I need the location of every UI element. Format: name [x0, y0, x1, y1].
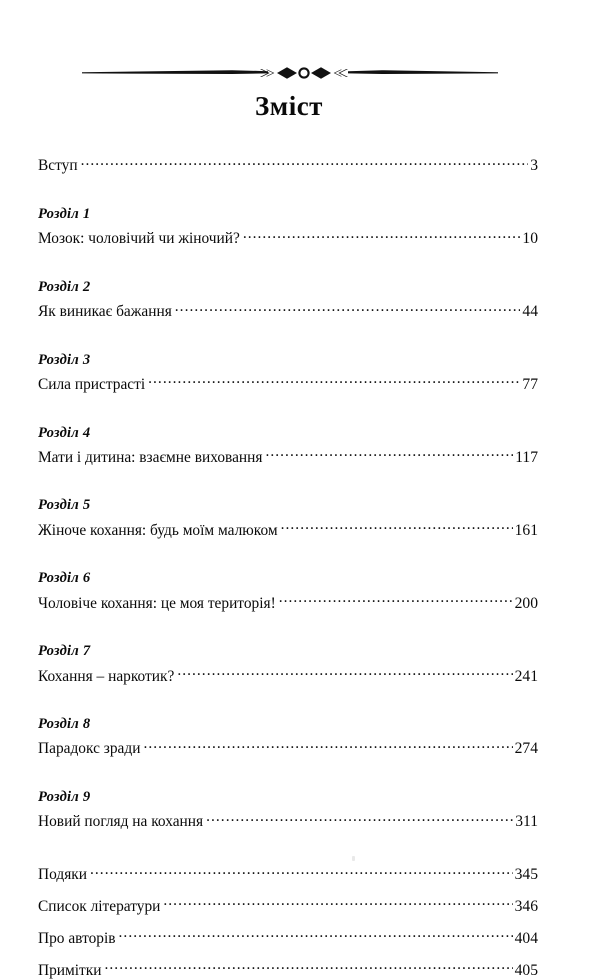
dot-leader [143, 738, 512, 753]
chapter-number-label: Розділ 3 [38, 351, 91, 368]
toc-entry-label: Про авторів [38, 929, 116, 947]
divider-ornament-icon [82, 62, 498, 84]
toc-entry-page: 274 [514, 740, 538, 758]
toc-entry-page: 10 [522, 230, 538, 248]
dot-leader [177, 665, 512, 680]
toc-entry-chapter-2[interactable] [38, 301, 538, 322]
dot-leader [81, 155, 529, 170]
dot-leader [148, 374, 520, 389]
chapter-number-label: Розділ 5 [38, 497, 91, 514]
toc-entry-notes[interactable] [38, 959, 538, 980]
chapter-number-label: Розділ 7 [38, 643, 91, 660]
scan-artifact [352, 856, 355, 861]
toc-list [38, 155, 538, 980]
dot-leader [279, 592, 513, 607]
toc-entry-label: Як виникає бажання [38, 303, 172, 321]
toc-entry-page: 404 [514, 929, 538, 947]
toc-entry-label: Примітки [38, 961, 102, 979]
chapter-number-label: Розділ 4 [38, 424, 91, 441]
chapter-number-label: Розділ 6 [38, 570, 91, 587]
toc-entry-acknowledgements[interactable] [38, 864, 538, 885]
toc-entry-label: Сила пристрасті [38, 376, 146, 394]
toc-entry-chapter-3[interactable] [38, 374, 538, 395]
page-title: Зміст [255, 91, 323, 121]
toc-entry-label: Новий погляд на кохання [38, 813, 204, 831]
dot-leader [243, 228, 521, 243]
toc-entry-chapter-4[interactable] [38, 447, 538, 468]
toc-entry-chapter-8[interactable] [38, 738, 538, 759]
dot-leader [175, 301, 521, 316]
toc-entry-label: Вступ [38, 157, 78, 175]
toc-chapter-block [38, 789, 538, 832]
toc-chapter-block [38, 643, 538, 686]
toc-chapter-block [38, 352, 538, 395]
toc-entry-page: 77 [522, 376, 538, 394]
toc-entry-page: 405 [514, 961, 538, 979]
toc-entry-label: Список літератури [38, 898, 161, 916]
toc-entry-page: 346 [514, 898, 538, 916]
toc-chapter-block [38, 206, 538, 249]
toc-entry-page: 345 [514, 866, 538, 884]
toc-entry-chapter-5[interactable] [38, 519, 538, 540]
toc-entry-chapter-6[interactable] [38, 592, 538, 613]
toc-chapter-block [38, 425, 538, 468]
chapter-number-label: Розділ 1 [38, 205, 91, 222]
toc-chapter-block [38, 279, 538, 322]
toc-entry-chapter-9[interactable] [38, 811, 538, 832]
dot-leader [119, 928, 513, 943]
toc-entry-page: 241 [514, 667, 538, 685]
toc-entry-label: Жіноче кохання: будь моїм малюком [38, 521, 278, 539]
chapter-number-label: Розділ 9 [38, 788, 91, 805]
toc-entry-label: Кохання – наркотик? [38, 667, 175, 685]
toc-entry-page: 44 [522, 303, 538, 321]
dot-leader [90, 864, 513, 879]
dot-leader [265, 447, 513, 462]
toc-chapter-block [38, 570, 538, 613]
toc-chapter-block [38, 716, 538, 759]
toc-entry-bibliography[interactable] [38, 896, 538, 917]
dot-leader [206, 811, 513, 826]
dot-leader [281, 519, 513, 534]
toc-chapter-block [38, 497, 538, 540]
toc-entry-chapter-1[interactable] [38, 228, 538, 249]
chapter-number-label: Розділ 2 [38, 278, 91, 295]
toc-entry-label: Мозок: чоловічий чи жіночий? [38, 230, 240, 248]
dot-leader [105, 959, 513, 974]
toc-entry-about-authors[interactable] [38, 928, 538, 949]
dot-leader [163, 896, 512, 911]
toc-entry-chapter-7[interactable] [38, 665, 538, 686]
toc-entry-label: Чоловіче кохання: це моя територія! [38, 594, 276, 612]
toc-entry-page: 3 [530, 157, 538, 175]
toc-entry-page: 200 [514, 594, 538, 612]
toc-entry-intro[interactable] [38, 155, 538, 176]
chapter-number-label: Розділ 8 [38, 716, 91, 732]
toc-entry-page: 117 [515, 448, 538, 466]
toc-entry-label: Парадокс зради [38, 740, 141, 758]
toc-entry-page: 311 [515, 813, 538, 831]
toc-back-matter [38, 864, 538, 980]
toc-entry-page: 161 [514, 521, 538, 539]
toc-entry-label: Мати і дитина: взаємне виховання [38, 448, 263, 466]
toc-entry-label: Подяки [38, 866, 87, 884]
